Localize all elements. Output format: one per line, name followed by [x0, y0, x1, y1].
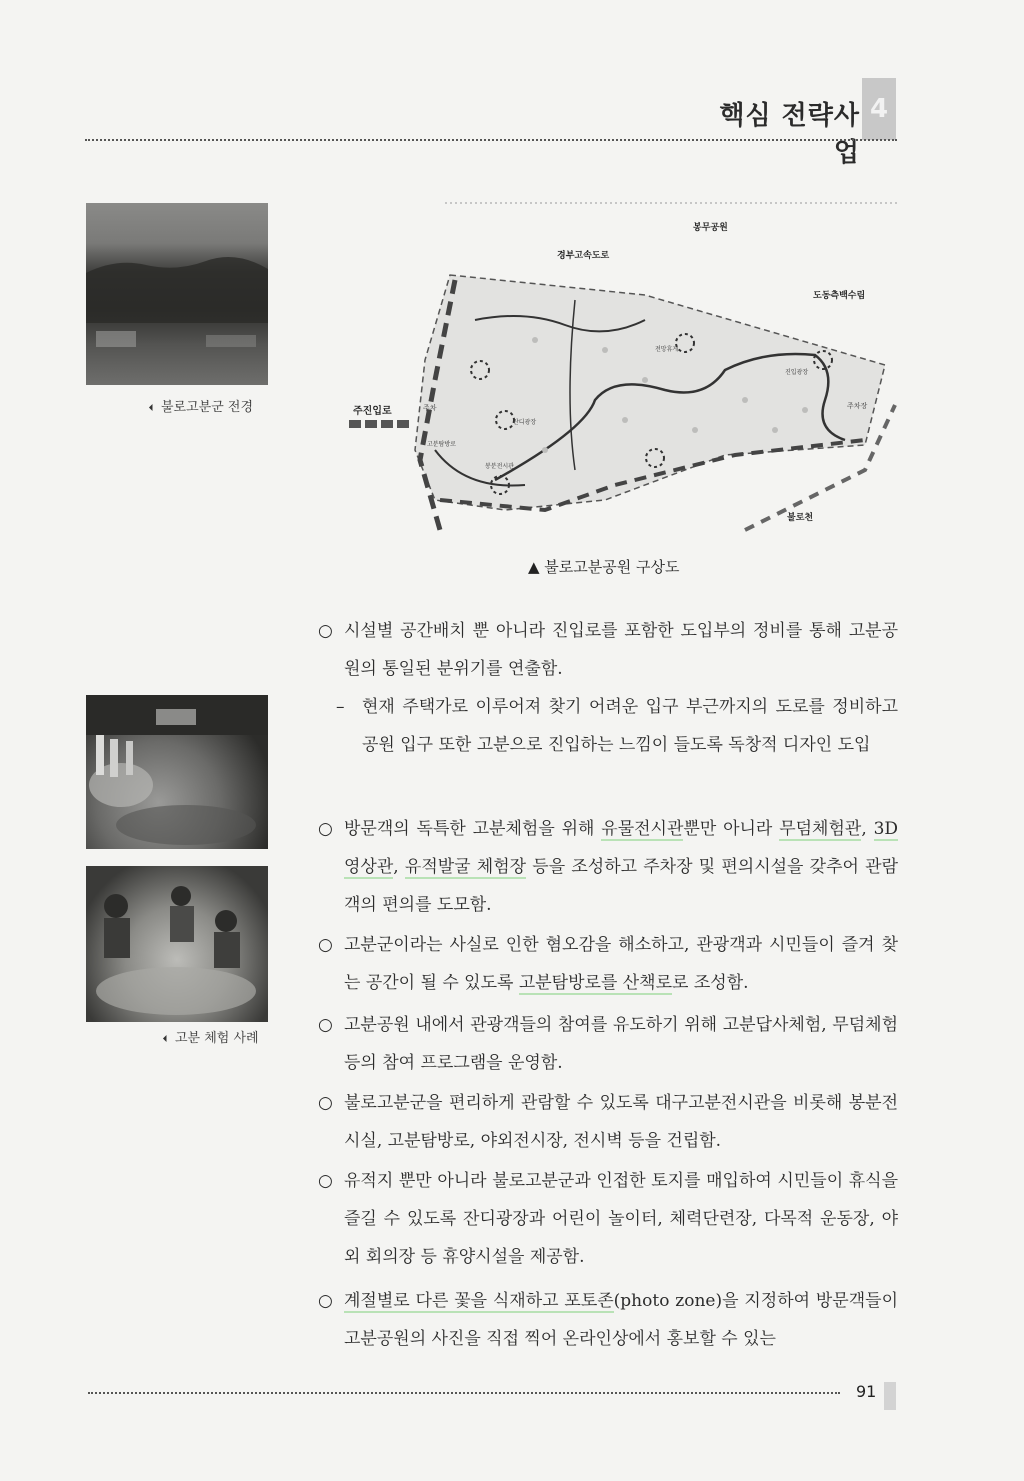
museum-interior-photo — [86, 695, 268, 849]
photo-caption-top: 불로고분군 전경 — [150, 396, 253, 415]
header-divider — [85, 139, 897, 141]
bullet-item: ○ 불로고분군을 편리하게 관람할 수 있도록 대구고분전시관을 비롯해 봉분전시실, 고분탐방로, 야외전시장, 전시벽 등을 건립함. — [318, 1093, 898, 1151]
map-label-sky: 전망휴게 — [655, 346, 679, 353]
bullet-item: ○ 고분군이라는 사실로 인한 혐오감을 해소하고, 관광객과 시민들이 즐겨 찾는 공간이 될 수 있도록 고분탐방로를 산책로로 조성함. — [318, 935, 898, 993]
page-number: 91 — [856, 1382, 877, 1401]
footer-tab — [884, 1382, 896, 1410]
bullet-item: ○ 유적지 뿐만 아니라 불로고분군과 인접한 토지를 매입하여 시민들이 휴식을 즐길 수 있도록 잔디광장과 어린이 놀이터, 체력단련장, 다목적 운동장, 야외 회의장 등 휴양시설을 제공함. — [318, 1171, 898, 1267]
map-caption: ▲ 불로고분공원 구상도 — [528, 558, 680, 576]
tomb-experience-photo — [86, 866, 268, 1022]
map-label-exhibit: 봉분전시관 — [485, 463, 514, 470]
map-label-parking-left: 주차 — [423, 404, 437, 412]
map-label-lawn: 잔디광장 — [513, 419, 537, 426]
map-label-bongmu: 봉무공원 — [693, 223, 728, 233]
bullet-item: ○ 시설별 공간배치 뿐 아니라 진입로를 포함한 도입부의 정비를 통해 고분공원의 통일된 분위기를 연출함. — [318, 621, 898, 679]
map-label-entry-plaza: 진입광장 — [785, 369, 809, 376]
section-title: 핵심 전략사업 — [719, 101, 860, 168]
map-label-river: 불로천 — [787, 513, 814, 523]
bullet-item: ○ 계절별로 다른 꽃을 식재하고 포토존(photo zone)을 지정하여 방문객들이 고분공원의 사진을 직접 찍어 온라인상에서 홍보할 수 있는 — [318, 1291, 898, 1349]
footer-divider — [88, 1392, 840, 1394]
park-plan-map — [345, 200, 900, 550]
map-label-center: 고분탐방로 — [427, 441, 456, 448]
chapter-tab: 4 — [862, 78, 896, 140]
photo-caption-bottom: 고분 체험 사례 — [164, 1027, 259, 1046]
bullet-item: ○ 고분공원 내에서 관광객들의 참여를 유도하기 위해 고분답사체험, 무덤체험 등의 참여 프로그램을 운영함. — [318, 1015, 898, 1073]
map-label-parking-right: 주차장 — [847, 402, 868, 410]
bullet-item: ○ 방문객의 독특한 고분체험을 위해 유물전시관뿐만 아니라 무덤체험관, 3D영상관, 유적발굴 체험장 등을 조성하고 주차장 및 편의시설을 갖추어 관람객의 편의를 도모함. — [318, 819, 899, 915]
map-label-expressway: 경부고속도로 — [557, 251, 610, 261]
map-label-main-entrance: 주진입로 — [353, 406, 392, 417]
map-label-residential: 도동측백수림 — [813, 291, 866, 301]
tomb-panorama-photo — [86, 203, 268, 385]
sub-bullet-item: – 현재 주택가로 이루어져 찾기 어려운 입구 부근까지의 도로를 정비하고 공원 입구 또한 고분으로 진입하는 느낌이 들도록 독창적 디자인 도입 — [336, 697, 898, 755]
